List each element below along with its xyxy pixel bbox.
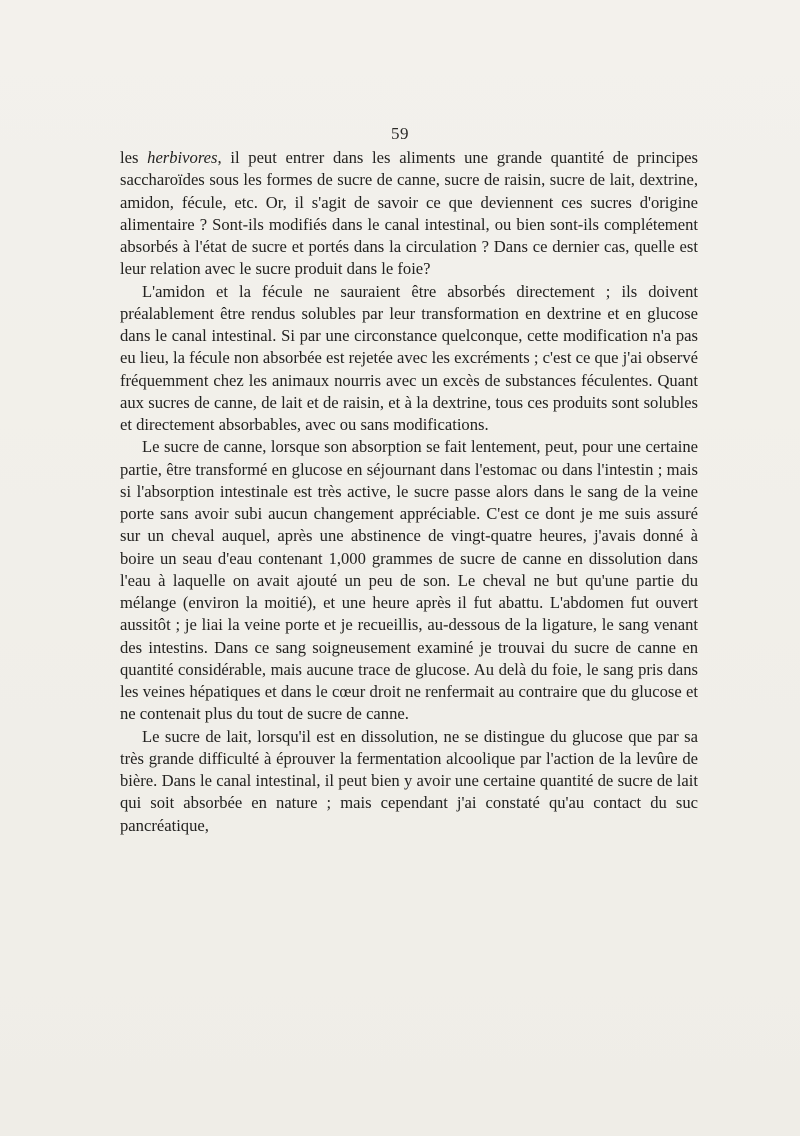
paragraph-1-text: , il peut entrer dans les aliments une grande quantité de principes saccharoïdes sous les formes de sucre de canne, sucre de raisin, sucre de lait, dextrine, amidon, fécule, etc. Or, il s'agit de savoir ce que deviennent ces sucres d'origine alimentaire ? Sont-ils modifiés dans le canal intestinal, ou bien sont-ils complétement absorbés à l'état de sucre et portés dans la circulation ? Dans ce dernier cas, quelle est leur relation avec le sucre produit dans le foie? xyxy=(120,148,698,279)
paragraph-4: Le sucre de lait, lorsqu'il est en dissolution, ne se distingue du glucose que par sa très grande difficulté à éprouver la fermentation alcoolique par l'action de la levûre de bière. Dans le canal intestinal, il peut bien y avoir une certaine quantité de sucre de lait qui soit absorbée en nature ; mais cependant j'ai constaté qu'au contact du suc pancréatique, xyxy=(120,726,698,835)
paragraph-1 xyxy=(120,147,698,281)
paragraph-1-italic: herbivores xyxy=(147,148,218,167)
paragraph-3: Le sucre de canne, lorsque son absorption se fait lentement, peut, pour une certaine partie, être transformé en glucose en séjournant dans l'estomac ou dans l'intestin ; mais si l'absorption intestinale est très active, le sucre passe alors dans le sang de la veine porte sans avoir subi aucun changement appréciable. C'est ce dont je me suis assuré sur un cheval auquel, après une abstinence de vingt-quatre heures, j'avais donné à boire un seau d'eau contenant 1,000 grammes de sucre de canne en dissolution dans l'eau à laquelle on avait ajouté un peu de son. Le cheval ne but qu'une partie du mélange (environ la moitié), et une heure après il fut abattu. L'abdomen fut ouvert aussitôt ; je liai la veine porte et je recueillis, au-dessous de la ligature, le sang venant des intestins. Dans ce sang soigneusement examiné je trouvai du sucre de canne en quantité considérable, mais aucune trace de glucose. Au delà du foie, le sang pris dans les veines hépatiques et dans le cœur droit ne renfermait au contraire que du glucose et ne contenait plus du tout de sucre de canne. xyxy=(120,437,698,724)
body-text xyxy=(120,147,698,837)
paragraph-2: L'amidon et la fécule ne sauraient être absorbés directement ; ils doivent préalablement être rendus solubles par leur transformation en dextrine et en glucose dans le canal intestinal. Si par une circonstance quelconque, cette modification n'a pas eu lieu, la fécule non absorbée est rejetée avec les excréments ; c'est ce que j'ai observé fréquemment chez les animaux nourris avec un excès de substances féculentes. Quant aux sucres de canne, de lait et de raisin, et à la dextrine, tous ces produits sont solubles et directement absorbables, avec ou sans modifications. xyxy=(120,281,698,434)
paragraph-1-prefix: les xyxy=(120,148,148,167)
page-number: 59 xyxy=(391,124,409,143)
